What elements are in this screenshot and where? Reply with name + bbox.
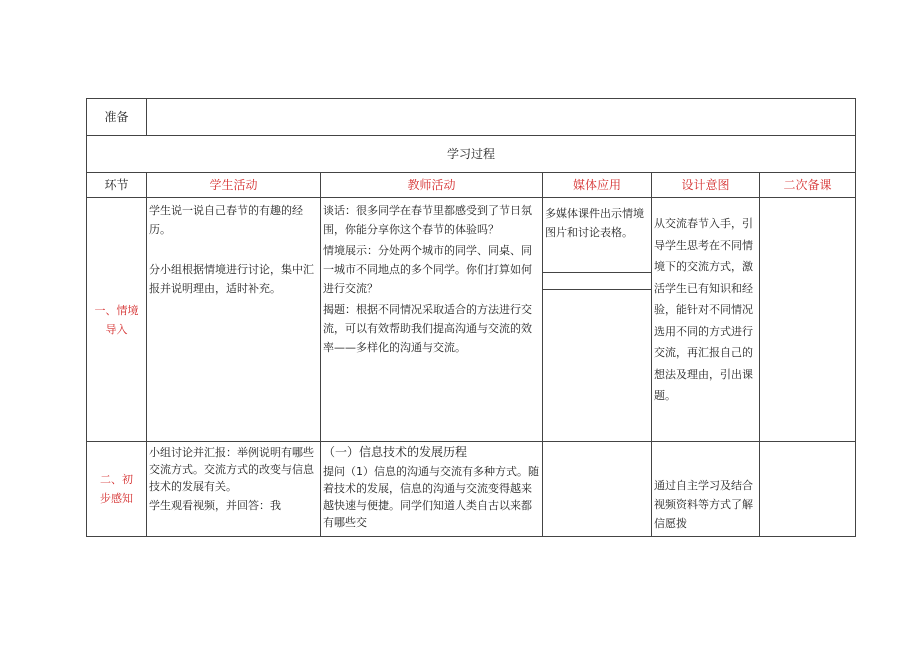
student-1-p2: 分小组根据情境进行讨论，集中汇报并说明理由，适时补充。 bbox=[149, 263, 314, 295]
stage-label-1-line2: 导入 bbox=[105, 322, 128, 336]
header-media: 媒体应用 bbox=[543, 173, 652, 198]
design-1-p1: 从交流春节入手，引导学生思考在不同情境下的交流方式，激活学生已有知识和经验，能针对不同情况选用不同的方式进行交流，再汇报自己的想法及理由，引出课题。 bbox=[654, 217, 753, 402]
design-intent-1 bbox=[652, 198, 760, 442]
stage-label-2-line1: 二、初 bbox=[100, 473, 133, 486]
header-teacher: 教师活动 bbox=[321, 173, 543, 198]
teacher-activity-2 bbox=[321, 442, 543, 537]
stage-label-2 bbox=[87, 442, 147, 537]
prep-content bbox=[147, 99, 856, 136]
media-1-divider-2 bbox=[543, 289, 651, 290]
design-2-p1: 通过自主学习及结合视频资料等方式了解信愿拨 bbox=[654, 479, 753, 530]
second-prep-1 bbox=[760, 198, 856, 442]
student-2-p2: 学生观看视频，并回答：我 bbox=[149, 499, 281, 512]
stage-label-1-line1: 一、情境 bbox=[94, 303, 139, 317]
prep-row bbox=[87, 99, 856, 136]
header-student: 学生活动 bbox=[147, 173, 321, 198]
student-activity-1 bbox=[147, 198, 321, 442]
teacher-2-p1: 提问（1）信息的沟通与交流有多种方式。随着技术的发展，信息的沟通与交流变得越来越快速与便捷。同学们知道人类自古以来都有哪些交 bbox=[323, 465, 539, 529]
design-intent-2 bbox=[652, 442, 760, 537]
stage-row-1 bbox=[87, 198, 856, 442]
stage-row-2 bbox=[87, 442, 856, 537]
stage-label-2-line2: 步感知 bbox=[100, 492, 133, 505]
header-design: 设计意图 bbox=[652, 173, 760, 198]
prep-label: 准备 bbox=[87, 99, 147, 136]
student-1-p1: 学生说一说自己春节的有趣的经历。 bbox=[149, 204, 303, 236]
student-2-p1: 小组讨论并汇报：举例说明有哪些交流方式。交流方式的改变与信息技术的发展有关。 bbox=[149, 446, 314, 493]
header-stage: 环节 bbox=[87, 173, 147, 198]
teacher-1-p1: 谈话：很多同学在春节里都感受到了节日氛围，你能分享你这个春节的体验吗？ bbox=[323, 204, 532, 236]
second-prep-2 bbox=[760, 442, 856, 537]
student-activity-2 bbox=[147, 442, 321, 537]
teacher-1-p3: 揭题：根据不同情况采取适合的方法进行交流，可以有效帮助我们提高沟通与交流的效率——多样化的沟通与交流。 bbox=[323, 303, 532, 354]
teacher-activity-1 bbox=[321, 198, 543, 442]
teacher-2-title: （一）信息技术的发展历程 bbox=[323, 445, 468, 459]
media-1-p1: 多媒体课件出示情境图片和讨论表格。 bbox=[545, 207, 644, 239]
stage-label-1 bbox=[87, 198, 147, 442]
media-2 bbox=[543, 442, 652, 537]
header-second: 二次备课 bbox=[760, 173, 856, 198]
process-title: 学习过程 bbox=[87, 136, 856, 173]
lesson-plan-table bbox=[86, 98, 856, 537]
header-row bbox=[87, 173, 856, 198]
teacher-1-p2: 情境展示：分处两个城市的同学、同桌、同一城市不同地点的多个同学。你们打算如何进行交流？ bbox=[323, 244, 532, 295]
process-title-row bbox=[87, 136, 856, 173]
media-1 bbox=[543, 198, 652, 442]
